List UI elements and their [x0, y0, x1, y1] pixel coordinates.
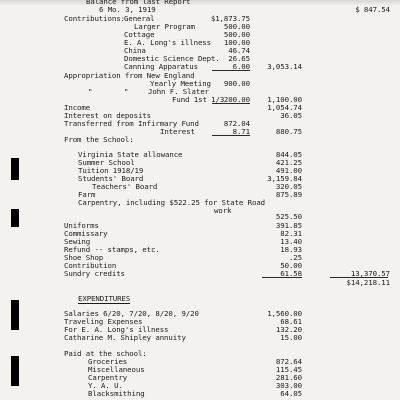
list-item: Summer School	[78, 158, 135, 167]
list-item: Traveling Expenses	[64, 317, 143, 326]
appropriation-label: Appropriation from New England	[64, 71, 195, 80]
school-total: 13,370.57	[350, 269, 390, 278]
list-item-amount: 68.61	[280, 317, 302, 326]
list-item: Catharine M. Shipley annuity	[64, 333, 186, 342]
cottage-amount: 500.00	[223, 30, 250, 39]
canning-label: Canning Apparatus	[124, 62, 198, 71]
slater-quote-1: "	[88, 87, 93, 96]
interest-deposits-label: Interest on deposits	[64, 111, 151, 120]
interest-deposits-amount: 36.05	[280, 111, 302, 120]
yearly-meeting-amount: 900.00	[223, 79, 250, 88]
transferred-total: 880.75	[275, 127, 302, 136]
list-item-amount: 303.00	[275, 381, 302, 390]
interest-underline	[212, 135, 250, 136]
list-item-amount: 320.05	[275, 182, 302, 191]
transferred-amount: 872.04	[223, 119, 250, 128]
list-item-amount: 18.93	[280, 245, 302, 254]
list-item: Tuition 1918/19	[78, 166, 144, 175]
list-item: Carpentry	[88, 373, 128, 382]
list-item-amount: 421.25	[275, 158, 302, 167]
list-item-amount: 13.40	[280, 237, 302, 246]
margin-mark-2	[11, 209, 19, 227]
china-label: China	[124, 46, 146, 55]
list-item: Blacksmithing	[88, 389, 145, 398]
list-item-amount: 491.00	[275, 166, 302, 175]
contributions-label: Contributions:	[64, 14, 125, 23]
list-item: Virginia State allowance	[78, 150, 183, 159]
canning-amount: 6.00	[232, 62, 250, 71]
contributions-total: 3,053.14	[267, 62, 302, 71]
long-illness-amount: 100.00	[223, 38, 250, 47]
list-item-amount: 61.58	[280, 269, 302, 278]
header-balance: $ 847.54	[355, 5, 390, 14]
list-item: Shoe Shop	[64, 253, 104, 262]
header-line1: Balance from last Report	[86, 0, 191, 6]
slater-quote-2: "	[124, 87, 129, 96]
list-item: Contribution	[64, 261, 117, 270]
list-item: Farm	[78, 190, 96, 199]
list-item: Salaries 6/20, 7/20, 8/20, 9/20	[64, 309, 199, 318]
income-amount: 1,054.74	[267, 103, 302, 112]
domestic-label: Domestic Science Dept.	[124, 54, 220, 63]
interest-label: Interest	[160, 127, 195, 136]
interest-amount: 8.71	[232, 127, 250, 136]
margin-mark-1	[11, 158, 19, 180]
fund-label: Fund 1st 1/3	[172, 95, 225, 104]
list-item-amount: 281.60	[275, 373, 302, 382]
slater-label: John F. Slater	[148, 87, 209, 96]
school-underline	[262, 277, 302, 278]
paid-at-school-label: Paid at the school:	[64, 349, 147, 358]
larger-program-label: Larger Program	[134, 22, 195, 31]
list-item: Commissary	[64, 229, 108, 238]
fund-underline	[212, 103, 250, 104]
carpentry-amount: 525.50	[275, 212, 302, 221]
carpentry-label-2: work	[214, 206, 232, 215]
list-item-amount: 391.85	[275, 221, 302, 230]
list-item: Refund -- stamps, etc.	[64, 245, 160, 254]
from-school-label: From the School:	[64, 135, 134, 144]
margin-mark-3	[11, 300, 19, 330]
list-item-amount: 875.89	[275, 190, 302, 199]
list-item: Y. A. U.	[88, 381, 123, 390]
grand-total: $14,218.11	[346, 278, 390, 287]
list-item: Uniforms	[64, 221, 99, 230]
appropriation-total: 1,100.00	[267, 95, 302, 104]
margin-mark-4	[11, 356, 19, 386]
income-label: Income	[64, 103, 91, 112]
china-amount: 46.74	[228, 46, 250, 55]
transferred-label: Transferred from Infirmary Fund	[64, 119, 199, 128]
list-item-amount: 82.31	[280, 229, 302, 238]
list-item: Sewing	[64, 237, 91, 246]
list-item-amount: 64.05	[280, 389, 302, 398]
carpentry-label: Carpentry, including $522.25 for State Road	[78, 198, 266, 207]
expenditures-heading: EXPENDITURES	[78, 294, 131, 303]
list-item-amount: 844.05	[275, 150, 302, 159]
list-item-amount: 115.45	[275, 365, 302, 374]
yearly-meeting-label: Yearly Meeting	[150, 79, 211, 88]
domestic-amount: 26.65	[228, 54, 250, 63]
list-item: Students' Board	[78, 174, 144, 183]
list-item-amount: 872.64	[275, 357, 302, 366]
list-item-amount: 50.00	[280, 261, 302, 270]
cottage-label: Cottage	[124, 30, 155, 39]
list-item-amount: 132.20	[275, 325, 302, 334]
long-illness-label: E. A. Long's illness	[124, 38, 211, 47]
list-item: Groceries	[88, 357, 128, 366]
list-item-amount: 3,159.84	[267, 174, 302, 183]
list-item: Teachers' Board	[92, 182, 158, 191]
list-item-amount: 1,560.00	[267, 309, 302, 318]
general-label: General	[124, 14, 155, 23]
larger-program-amount: 500.00	[223, 22, 250, 31]
list-item: Miscellaneous	[88, 365, 145, 374]
general-amount: $1,873.75	[210, 14, 250, 23]
fund-amount: 200.00	[223, 95, 250, 104]
list-item: Sundry credits	[64, 269, 125, 278]
header-line2: 6 Mo. 3, 1919	[99, 5, 156, 14]
list-item-amount: .25	[288, 253, 302, 262]
canning-underline	[212, 70, 250, 71]
list-item-amount: 15.00	[280, 333, 302, 342]
list-item: For E. A. Long's illness	[64, 325, 169, 334]
